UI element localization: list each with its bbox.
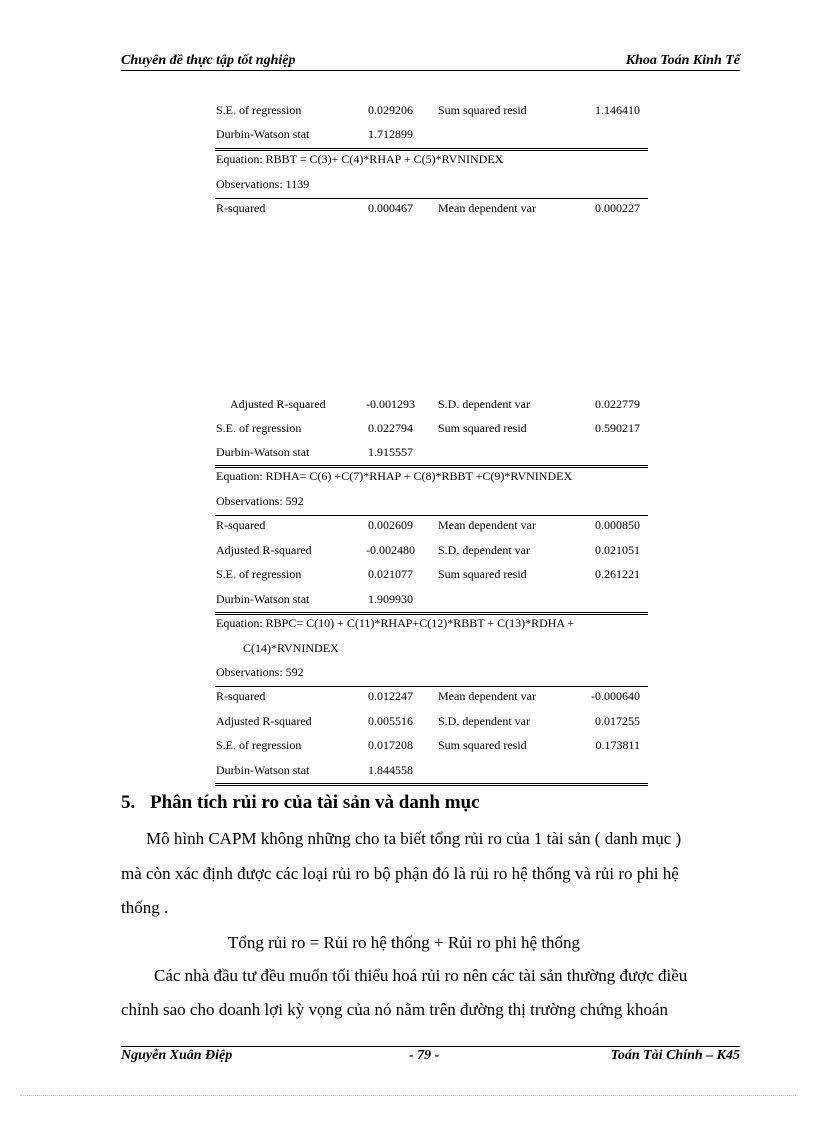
stat-value: 0.173811 — [595, 738, 640, 752]
stat-label: Adjusted R-squared — [216, 714, 312, 728]
stat-label: Mean dependent var — [438, 689, 536, 703]
stat-value: -0.000640 — [591, 689, 640, 703]
stat-value: 0.021077 — [368, 567, 413, 581]
observations: Observations: 592 — [216, 665, 304, 679]
stat-label: R-squared — [216, 689, 266, 703]
stat-value: 0.590217 — [595, 421, 640, 435]
stat-value: -0.002480 — [366, 543, 415, 557]
stat-label: Sum squared resid — [438, 738, 527, 752]
table-divider — [215, 148, 648, 151]
footer-author: Nguyễn Xuân Điệp — [121, 1048, 233, 1063]
table-divider — [215, 686, 648, 687]
page-footer — [121, 1046, 740, 1065]
section-heading — [121, 792, 480, 814]
table-divider — [215, 783, 648, 786]
stat-label: Durbin-Watson stat — [216, 445, 310, 459]
stat-label: Mean dependent var — [438, 201, 536, 215]
page-header — [121, 52, 740, 71]
stat-label: R-squared — [216, 518, 266, 532]
stat-label: Durbin-Watson stat — [216, 763, 310, 777]
equation: Equation: RDHA= C(6) +C(7)*RHAP + C(8)*RBBT +C(9)*RVNINDEX — [216, 469, 573, 483]
stat-value: 0.261221 — [595, 567, 640, 581]
stat-value: 0.017208 — [368, 738, 413, 752]
stat-label: S.D. dependent var — [438, 543, 530, 557]
section-number: 5. — [121, 792, 136, 813]
table-divider — [215, 612, 648, 615]
header-left: Chuyên đề thực tập tốt nghiệp — [121, 53, 296, 68]
stat-label: S.D. dependent var — [438, 714, 530, 728]
footer-class: Toán Tài Chính – K45 — [610, 1048, 740, 1063]
stat-label: S.E. of regression — [216, 567, 302, 581]
equation-continued: C(14)*RVNINDEX — [243, 641, 339, 655]
stat-label: Mean dependent var — [438, 518, 536, 532]
paragraph-line: thống . — [121, 898, 169, 917]
stat-value: 0.005516 — [368, 714, 413, 728]
observations: Observations: 592 — [216, 494, 304, 508]
table-divider — [215, 198, 648, 199]
stat-value: 0.000227 — [595, 201, 640, 215]
equation: Equation: RBPC= C(10) + C(11)*RHAP+C(12)*RBBT + C(13)*RDHA + — [216, 616, 575, 630]
equation: Equation: RBBT = C(3)+ C(4)*RHAP + C(5)*RVNINDEX — [216, 152, 504, 166]
paragraph-line: chỉnh sao cho doanh lợi kỳ vọng của nó nằm trên đường thị trường chứng khoán — [121, 1000, 669, 1019]
stat-value: 0.012247 — [368, 689, 413, 703]
stat-label: Adjusted R-squared — [216, 543, 312, 557]
observations: Observations: 1139 — [216, 177, 310, 191]
stat-label: Durbin-Watson stat — [216, 592, 310, 606]
stat-value: 0.000850 — [595, 518, 640, 532]
paragraph-line: Mô hình CAPM không những cho ta biết tổng rủi ro của 1 tài sản ( danh mục ) — [146, 829, 682, 848]
stat-value: 1.146410 — [595, 103, 640, 117]
stat-value: 0.022794 — [368, 421, 413, 435]
stat-label: Durbin-Watson stat — [216, 127, 310, 141]
page-edge — [20, 1095, 796, 1096]
stat-value: 0.000467 — [368, 201, 413, 215]
stat-label: S.E. of regression — [216, 103, 302, 117]
formula: Tổng rủi ro = Rủi ro hệ thống + Rủi ro phi hệ thống — [228, 933, 581, 952]
stat-value: 0.021051 — [595, 543, 640, 557]
stat-value: -0.001293 — [366, 397, 415, 411]
stat-label: S.E. of regression — [216, 421, 302, 435]
stat-value: 1.915557 — [368, 445, 413, 459]
stat-label: Sum squared resid — [438, 567, 527, 581]
stat-label: Adjusted R-squared — [230, 397, 326, 411]
stat-label: R-squared — [216, 201, 266, 215]
header-right: Khoa Toán Kinh Tế — [625, 53, 740, 68]
stat-label: S.D. dependent var — [438, 397, 530, 411]
stat-value: 1.909930 — [368, 592, 413, 606]
table-divider — [215, 515, 648, 516]
stat-label: S.E. of regression — [216, 738, 302, 752]
stat-value: 1.844558 — [368, 763, 413, 777]
paragraph-line: mà còn xác định được các loại rủi ro bộ phận đó là rủi ro hệ thống và rủi ro phi hệ — [121, 864, 679, 883]
stat-value: 0.029206 — [368, 103, 413, 117]
stat-value: 1.712899 — [368, 127, 413, 141]
section-title: Phân tích rủi ro của tài sản và danh mục — [150, 792, 480, 813]
stat-value: 0.002609 — [368, 518, 413, 532]
stat-value: 0.017255 — [595, 714, 640, 728]
stat-label: Sum squared resid — [438, 421, 527, 435]
stat-value: 0.022779 — [595, 397, 640, 411]
stat-label: Sum squared resid — [438, 103, 527, 117]
page-number: - 79 - — [409, 1048, 440, 1063]
paragraph-line: Các nhà đầu tư đều muốn tối thiểu hoá rủi ro nên các tài sản thường được điều — [154, 966, 688, 985]
table-divider — [215, 465, 648, 468]
